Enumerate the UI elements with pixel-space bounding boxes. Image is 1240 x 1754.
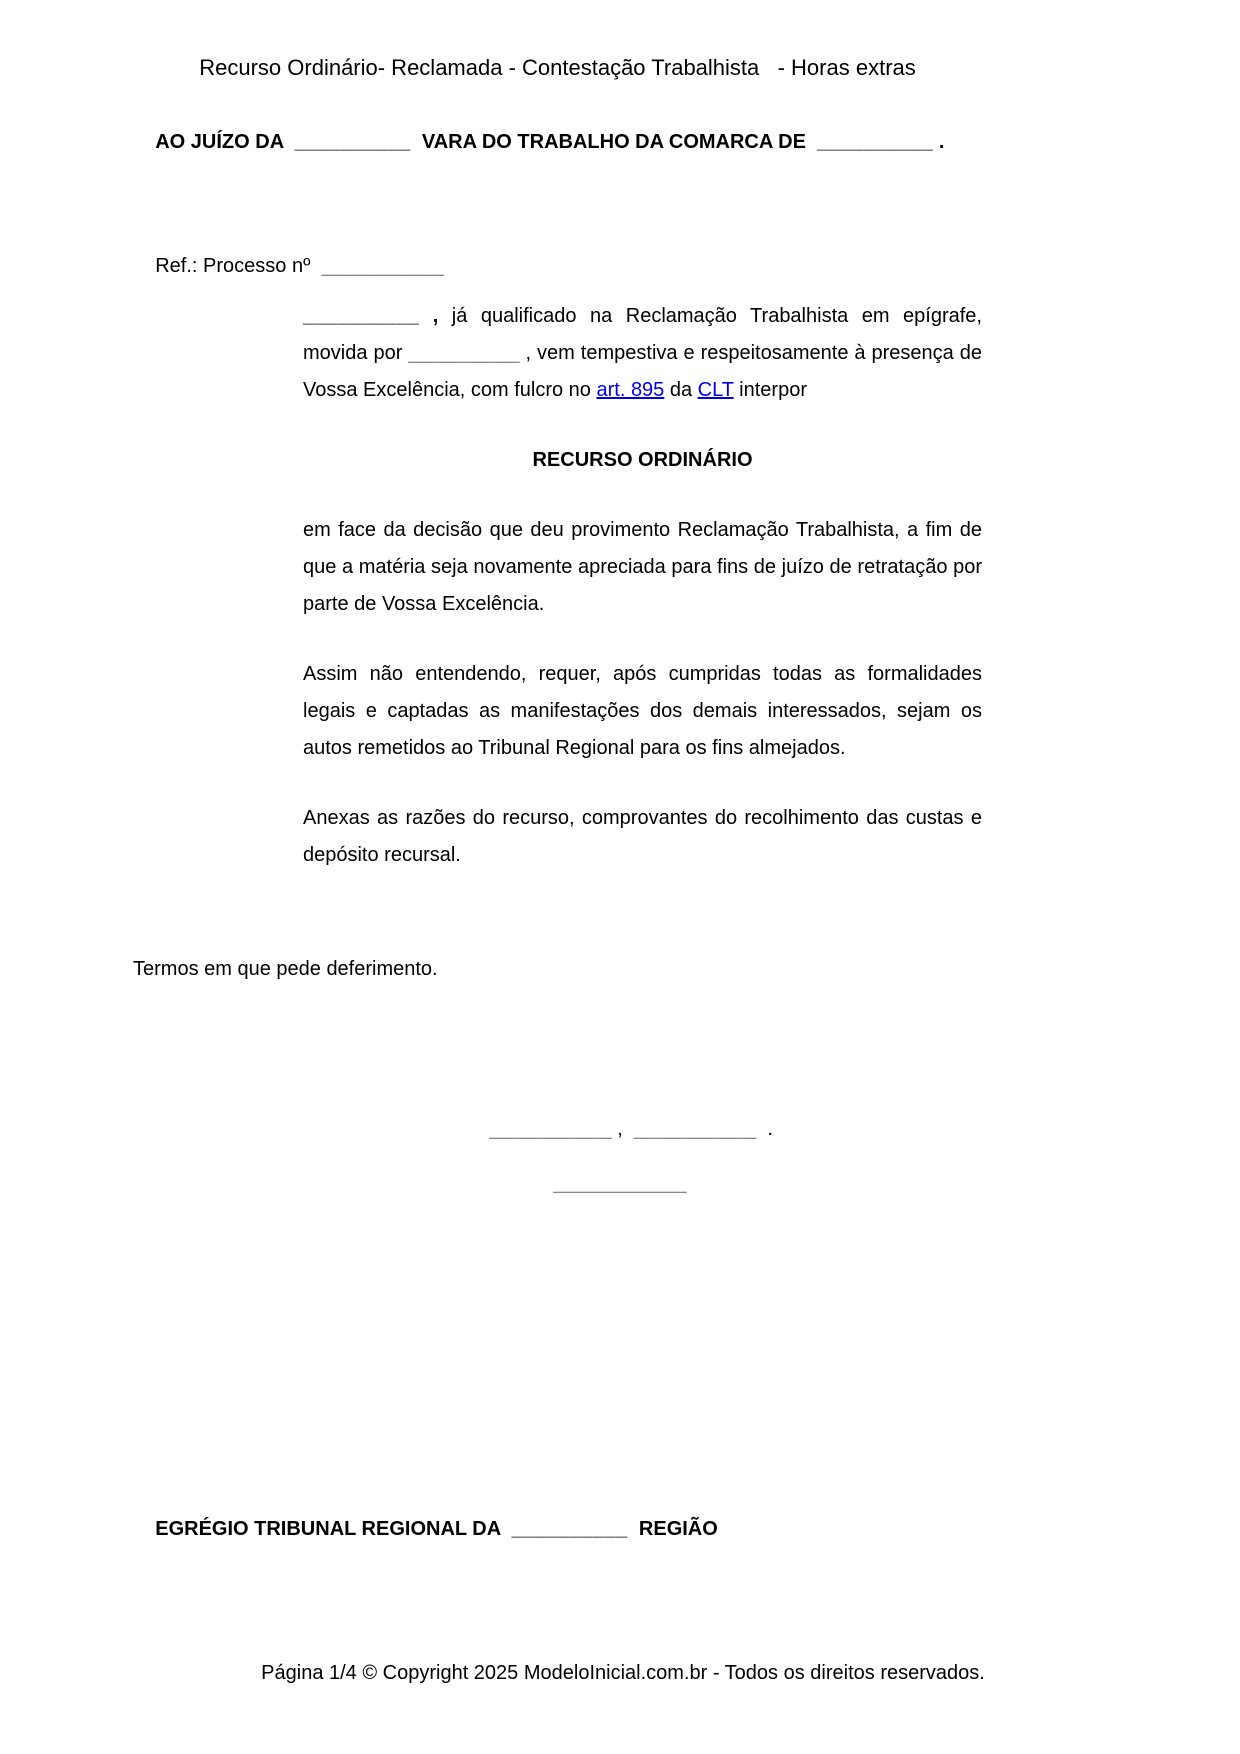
- city-date-line: [0, 1095, 1240, 1164]
- clt-link[interactable]: CLT: [697, 379, 734, 401]
- process-reference-label: Ref.: Processo nº: [155, 255, 322, 277]
- city-blank-field: ___________: [489, 1118, 612, 1140]
- comarca-blank-field: __________: [817, 131, 934, 153]
- attachments-paragraph: Anexas as razões do recurso, comprovantes do recolhimento das custas e depósito recursal.: [303, 807, 982, 866]
- tribunal-line: [133, 1495, 1113, 1564]
- recorrente-blank-field: __________: [303, 305, 420, 327]
- recurso-ordinario-heading: RECURSO ORDINÁRIO: [532, 449, 753, 471]
- art-895-link[interactable]: art. 895: [596, 379, 665, 401]
- signature-blank-field: ____________: [553, 1172, 687, 1194]
- process-reference-line: [133, 232, 444, 301]
- city-date-end: .: [756, 1118, 773, 1140]
- signature-area: [0, 1172, 1240, 1195]
- tribunal-post-text: REGIÃO: [627, 1518, 718, 1540]
- addressee-end-text: .: [933, 131, 945, 153]
- vara-blank-field: __________: [294, 131, 411, 153]
- qualification-text-3: da: [664, 379, 698, 401]
- document-title: Recurso Ordinário- Reclamada - Contestação Trabalhista - Horas extras: [199, 55, 916, 80]
- recorrido-blank-field: __________: [408, 342, 520, 364]
- city-date-separator: ,: [611, 1118, 634, 1140]
- addressee-line: [133, 108, 1113, 177]
- process-number-blank-field: ___________: [321, 255, 444, 277]
- regiao-blank-field: __________: [511, 1518, 628, 1540]
- qualification-text-1: já qualificado na Reclamação Trabalhista em epígrafe, movida por: [303, 305, 982, 364]
- decision-paragraph: em face da decisão que deu provimento Reclamação Trabalhista, a fim de que a matéria seja novamente apreciada para fins de juízo de retratação por parte de Vossa Excelência.: [303, 519, 982, 615]
- formalities-paragraph: Assim não entendendo, requer, após cumpridas todas as formalidades legais e captadas as manifestações dos demais interessados, sejam os autos remetidos ao Tribunal Regional para os fins almejados.: [303, 663, 982, 759]
- qualification-text-2: , vem tempestiva e respeitosamente à presença de Vossa Excelência, com fulcro no: [303, 342, 982, 401]
- tribunal-pre-text: EGRÉGIO TRIBUNAL REGIONAL DA: [155, 1518, 512, 1540]
- addressee-pre-text: AO JUÍZO DA: [155, 131, 295, 153]
- date-blank-field: ___________: [633, 1118, 757, 1140]
- qualification-paragraph: [303, 298, 982, 409]
- qualification-text-4: interpor: [733, 379, 807, 401]
- qualification-comma: ,: [419, 305, 439, 327]
- terms-closing-line: Termos em que pede deferimento.: [133, 958, 438, 980]
- document-body: [303, 298, 982, 907]
- page-footer: Página 1/4 © Copyright 2025 ModeloInicial.com.br - Todos os direitos reservados.: [261, 1662, 985, 1684]
- addressee-mid-text: VARA DO TRABALHO DA COMARCA DE: [410, 131, 818, 153]
